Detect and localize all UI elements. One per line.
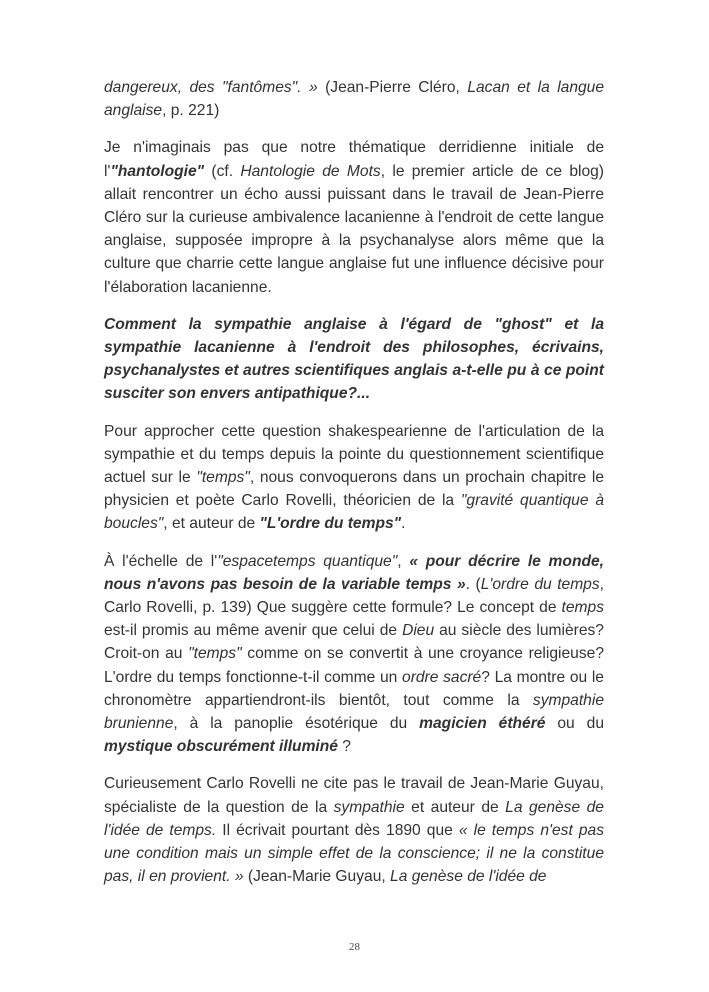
- paragraph: [104, 76, 604, 122]
- text-run: .: [401, 515, 406, 533]
- text-run: ordre sacré: [402, 668, 482, 686]
- text-run: est-il promis au même avenir que celui de: [104, 622, 403, 640]
- text-run: L'ordre du temps: [480, 575, 600, 593]
- text-run: "hantologie": [110, 162, 205, 180]
- text-run: et auteur de: [404, 798, 506, 816]
- text-run: (Jean-Marie Guyau,: [243, 868, 391, 886]
- text-run: Lacan et la langue anglaise: [104, 79, 605, 120]
- text-run: Je n'imaginais pas que notre thématique derridienne initiale de l': [104, 139, 604, 180]
- text-run: ,: [397, 552, 410, 570]
- text-run: au siècle des lumières? Croit-on au: [104, 622, 604, 663]
- text-run: , le premier article de ce blog) allait rencontrer un écho aussi puissant dans le travail de Jean-Pierre Cléro sur la curieuse ambivalence lacanienne à l'endroit de cette langue anglaise, supposée impropre à la psychanalyse alors même que la culture que charrie cette langue anglaise fut une influence décisive pour l'élaboration lacanienne.: [104, 162, 604, 296]
- text-run: comme on se convertit à une croyance religieuse? L'ordre du temps fonctionne-t-il comme un: [104, 645, 604, 686]
- text-run: Il écrivait pourtant dès 1890 que: [216, 821, 459, 839]
- text-run: mystique obscurément illuminé: [104, 738, 338, 756]
- paragraph: [104, 550, 604, 759]
- text-run: ou du: [545, 715, 604, 733]
- text-run: Pour approcher cette question shakespearienne de l'articulation de la sympathie et du temps depuis la pointe du questionnement scientifique actuel sur le: [104, 422, 604, 487]
- paragraph: [104, 772, 604, 888]
- text-run: , p. 221): [162, 102, 220, 120]
- text-run: (Jean-Pierre Cléro,: [317, 79, 468, 96]
- text-run: (cf.: [204, 162, 241, 180]
- text-run: ? La montre ou le chronomètre appartiendront-ils bientôt, tout comme la: [104, 668, 604, 709]
- text-run: "L'ordre du temps": [259, 515, 402, 533]
- text-run: "temps": [196, 469, 250, 487]
- text-run: La genèse de l'idée de temps.: [104, 798, 604, 839]
- text-run: , et auteur de: [163, 515, 260, 533]
- text-run: Hantologie de Mots: [240, 162, 381, 180]
- text-run: « pour décrire le monde, nous n'avons pas besoin de la variable temps »: [104, 552, 604, 593]
- page-number: 28: [349, 941, 360, 953]
- text-run: , Carlo Rovelli, p. 139) Que suggère cette formule? Le concept de: [104, 575, 604, 617]
- text-run: dangereux, des "fantômes". »: [104, 79, 318, 96]
- text-run: Curieusement Carlo Rovelli ne cite pas le travail de Jean-Marie Guyau, spécialiste de la question de la: [104, 775, 604, 816]
- page-body: [104, 76, 604, 903]
- text-run: sympathie: [333, 798, 405, 816]
- text-run: magicien éthéré: [419, 715, 546, 733]
- text-run: , à la panoplie ésotérique du: [173, 715, 420, 733]
- text-run: . (: [465, 575, 481, 593]
- text-run: "espacetemps quantique": [217, 552, 398, 570]
- text-run: ?: [337, 738, 351, 756]
- paragraph: [104, 313, 604, 406]
- text-run: sympathie brunienne: [104, 691, 604, 733]
- text-run: La genèse de l'idée de: [390, 868, 547, 886]
- text-run: "temps": [188, 645, 242, 663]
- text-run: "gravité quantique à boucles": [104, 492, 604, 533]
- paragraph: [104, 136, 604, 298]
- text-run: Dieu: [402, 622, 435, 640]
- text-run: « le temps n'est pas une condition mais un simple effet de la conscience; il ne la constitue pas, il en provient. »: [104, 821, 604, 886]
- text-run: temps: [561, 599, 604, 617]
- text-run: , nous convoquerons dans un prochain chapitre le physicien et poète Carlo Rovelli, théoricien de la: [104, 469, 604, 510]
- text-run: À l'échelle de l': [104, 552, 218, 570]
- text-run: Comment la sympathie anglaise à l'égard de "ghost" et la sympathie lacanienne à l'endroit des philosophes, écrivains, psychanalystes et autres scientifiques anglais a-t-elle pu à ce point susciter son envers antipathique?...: [104, 315, 604, 403]
- paragraph: [104, 420, 604, 536]
